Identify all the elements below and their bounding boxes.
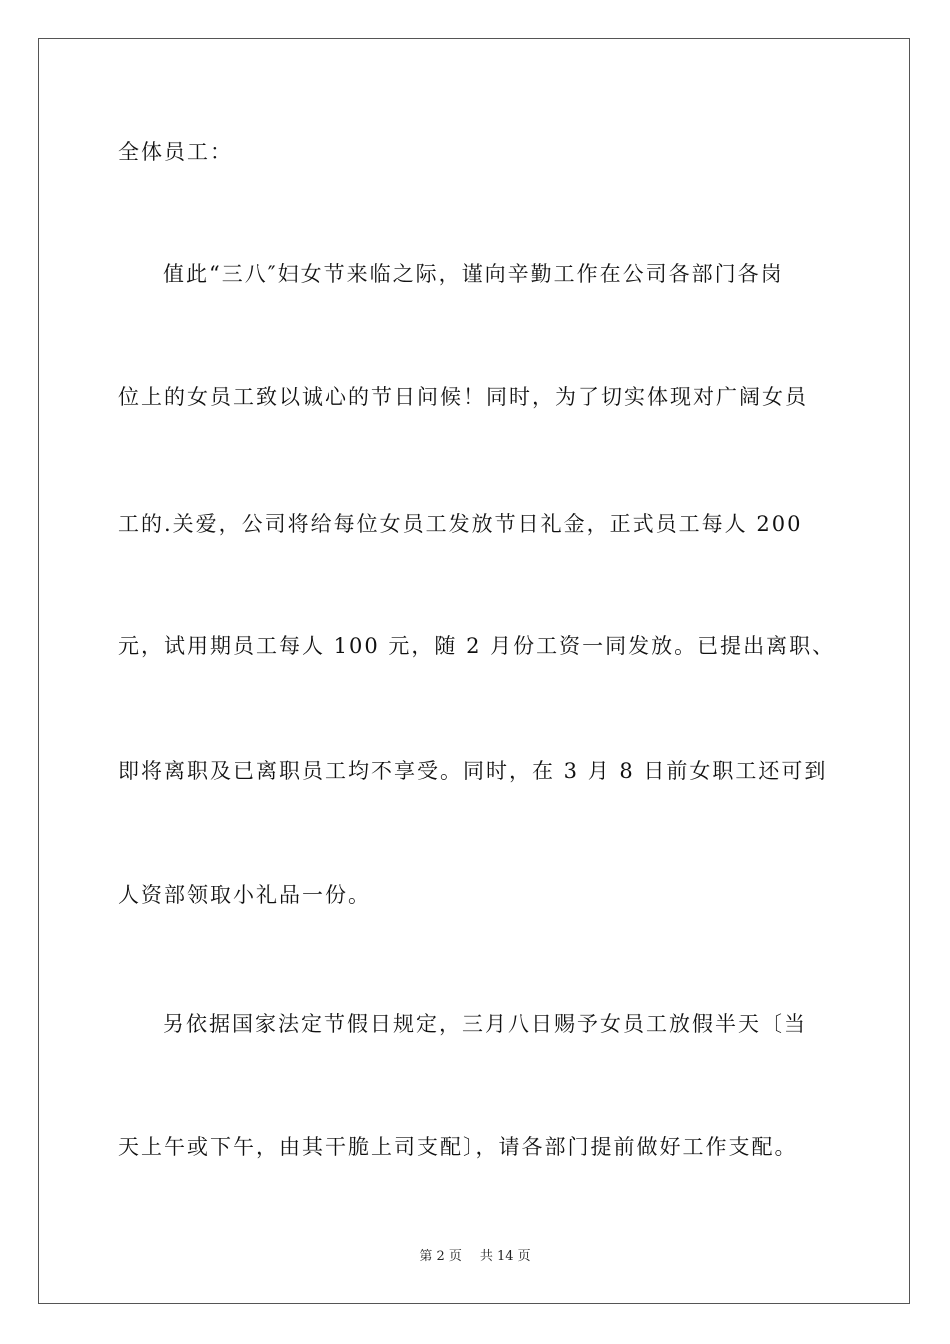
page-total: 共 14 页	[479, 1249, 531, 1264]
page-border	[38, 38, 910, 1304]
body-line-3: 工的.关爱，公司将给每位女员工发放节日礼金，正式员工每人 200	[118, 512, 803, 536]
body-line-8: 天上午或下午，由其干脆上司支配〕，请各部门提前做好工作支配。	[118, 1135, 798, 1159]
salutation-line: 全体员工：	[118, 140, 233, 164]
body-line-5: 即将离职及已离职员工均不享受。同时，在 3 月 8 日前女职工还可到	[118, 759, 828, 783]
page-number: 第 2 页	[419, 1249, 462, 1264]
body-line-1: 值此“三八″妇女节来临之际，谨向辛勤工作在公司各部门各岗	[163, 262, 784, 286]
body-line-4: 元，试用期员工每人 100 元，随 2 月份工资一同发放。已提出离职、	[118, 634, 836, 658]
page-footer	[0, 1248, 950, 1266]
body-line-6: 人资部领取小礼品一份。	[118, 883, 371, 907]
body-line-2: 位上的女员工致以诚心的节日问候！同时，为了切实体现对广阔女员	[118, 385, 808, 409]
body-line-7: 另依据国家法定节假日规定，三月八日赐予女员工放假半天〔当	[163, 1012, 807, 1036]
